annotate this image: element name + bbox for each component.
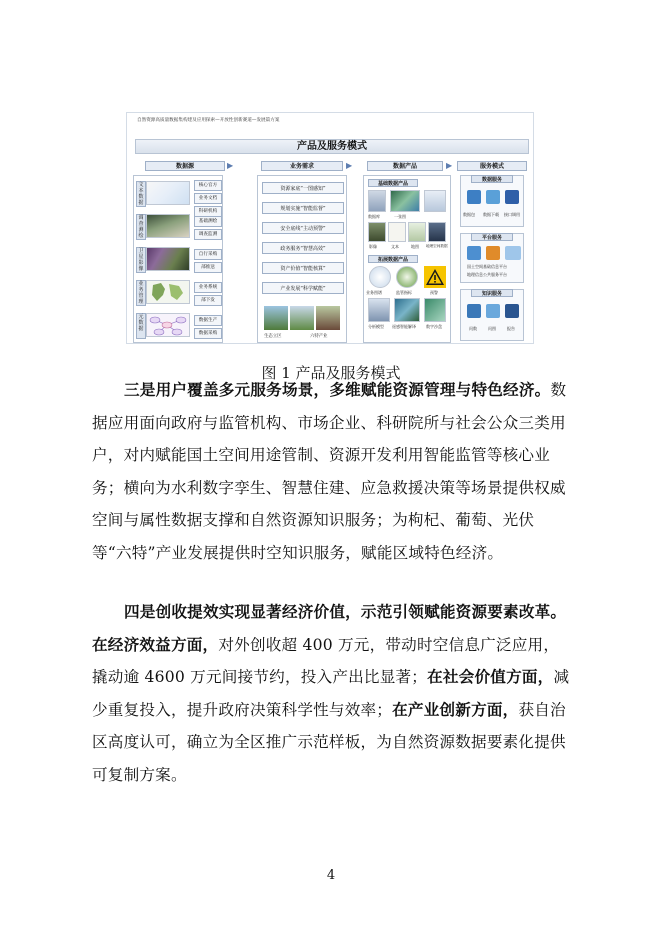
service-caption: 国土空间基础信息平台 bbox=[467, 264, 507, 269]
photo-caption: 生态立区 bbox=[264, 334, 282, 339]
analysis-model-tile bbox=[368, 298, 390, 322]
need-item: 安全底线“主动预警” bbox=[262, 222, 344, 234]
source-tag: 元数据 bbox=[136, 313, 146, 339]
metadata-graph-thumbnail bbox=[146, 313, 190, 337]
service-caption: 问数 bbox=[469, 326, 477, 331]
remote-sensing-tile bbox=[394, 298, 420, 322]
source-label: 部下发 bbox=[194, 295, 222, 306]
product-caption: 数据库 bbox=[368, 214, 380, 219]
paragraph-heading: 三是用户覆盖多元服务场景，多维赋能资源管理与特色经济。 bbox=[124, 380, 551, 399]
puzzle-icon bbox=[486, 246, 500, 260]
service-caption: 数据包 bbox=[463, 212, 475, 217]
product-service-figure bbox=[126, 112, 534, 344]
source-label: 自行采购 bbox=[194, 249, 222, 260]
data-products-panel bbox=[363, 175, 451, 343]
product-caption: 地理空间数据 bbox=[426, 244, 448, 248]
column-head-needs: 业务需求 bbox=[261, 161, 343, 171]
source-row bbox=[134, 211, 222, 242]
column-head-services: 服务模式 bbox=[457, 161, 527, 171]
page-number: 4 bbox=[326, 868, 336, 883]
need-item: 政务服务“智慧高效” bbox=[262, 242, 344, 254]
source-tag: 调查测绘 bbox=[136, 214, 146, 240]
need-item: 资产价值“智能核算” bbox=[262, 262, 344, 274]
document-thumbnail bbox=[146, 181, 190, 205]
source-label: 核心官方 bbox=[194, 180, 222, 191]
product-caption: 分析模型 bbox=[368, 324, 384, 329]
region-map-thumbnail bbox=[146, 280, 190, 304]
source-tag: 文本数据 bbox=[136, 181, 146, 207]
data-service-block bbox=[460, 175, 524, 227]
geospatial-tile bbox=[428, 222, 446, 242]
forest-photo bbox=[290, 306, 314, 330]
warning-icon bbox=[424, 266, 446, 288]
report-icon bbox=[505, 304, 519, 318]
knowledge-service-block bbox=[460, 289, 524, 341]
service-title: 平台服务 bbox=[471, 233, 513, 241]
key-phrase: 在经济效益方面， bbox=[92, 635, 219, 654]
product-caption: 一张图 bbox=[394, 214, 406, 219]
business-graph-icon bbox=[369, 266, 391, 288]
paragraph-value bbox=[92, 596, 570, 791]
product-caption: 数字沙盘 bbox=[426, 324, 442, 329]
source-label: 基础测绘 bbox=[194, 216, 222, 227]
service-modes-panel bbox=[457, 175, 529, 343]
industry-photo bbox=[316, 306, 340, 330]
platform-service-block bbox=[460, 233, 524, 283]
data-sources-panel bbox=[133, 175, 223, 343]
source-tag: 业务管理 bbox=[136, 280, 146, 306]
network-graph-icon bbox=[147, 314, 189, 336]
business-needs-panel bbox=[257, 175, 347, 343]
figure-caption: 图 1 产品及服务模式 bbox=[261, 364, 401, 382]
question-data-icon bbox=[467, 304, 481, 318]
product-caption: 预警 bbox=[430, 290, 438, 295]
source-label: 部推送 bbox=[194, 262, 222, 273]
api-icon bbox=[505, 190, 519, 204]
service-title: 知识服务 bbox=[471, 289, 513, 297]
layer-stack-icon bbox=[424, 190, 446, 212]
question-map-icon bbox=[486, 304, 500, 318]
column-head-products: 数据产品 bbox=[367, 161, 443, 171]
paragraph-text: 减少重复投入，提升政府决策科学性与效率； bbox=[92, 668, 570, 719]
arrow-icon: ▶ bbox=[446, 161, 453, 170]
paragraph-body: 数据应用面向政府与监管机构、市场企业、科研院所与社会公众三类用户，对内赋能国土空间用途管制、资源开发利用智能监管等核心业务；横向为水利数字孪生、智慧住建、应急救援决策等场景提供权威空间与属性数据支撑和自然资源知识服务；为枸杞、葡萄、光伏等“六特”产业发展提供时空知识服务，赋能区域特色经济。 bbox=[92, 381, 567, 562]
source-row bbox=[134, 310, 222, 341]
source-label: 数据采购 bbox=[194, 328, 222, 339]
paragraph-text: 对外创收超 400 万元，带动时空信息广泛应用，撬动逾 4600 万元间接节约，投入产出比显著； bbox=[92, 635, 560, 686]
service-caption: 地理信息公共服务平台 bbox=[467, 272, 507, 277]
satellite-image-thumbnail bbox=[146, 247, 190, 271]
product-caption: 影像 bbox=[369, 244, 377, 249]
product-caption: 地图 bbox=[411, 244, 419, 249]
product-caption: 监管指标 bbox=[396, 290, 412, 295]
column-head-sources: 数据源 bbox=[145, 161, 225, 171]
service-caption: 数据下载 bbox=[483, 212, 499, 217]
saas-icon bbox=[505, 246, 521, 260]
survey-map-thumbnail bbox=[146, 214, 190, 238]
source-label: 业务文档 bbox=[194, 193, 222, 204]
arrow-icon: ▶ bbox=[227, 161, 234, 170]
source-label: 业务系统 bbox=[194, 282, 222, 293]
database-icon bbox=[368, 190, 386, 212]
map-tile bbox=[408, 222, 426, 242]
need-item: 规划实施“智能监督” bbox=[262, 202, 344, 214]
source-row bbox=[134, 178, 222, 214]
product-caption: 业务图谱 bbox=[366, 290, 382, 295]
key-phrase: 在社会价值方面， bbox=[427, 668, 554, 686]
basic-products-title: 基础数据产品 bbox=[368, 179, 418, 187]
need-item: 资源家底“一图感知” bbox=[262, 182, 344, 194]
paragraph-heading: 四是创收提效实现显著经济价值，示范引领赋能资源要素改革。 bbox=[124, 602, 567, 621]
imagery-tile bbox=[368, 222, 386, 242]
extended-products-title: 拓展数据产品 bbox=[368, 255, 418, 263]
service-caption: 报告 bbox=[507, 326, 515, 331]
digital-sandbox-tile bbox=[424, 298, 446, 322]
service-title: 数据服务 bbox=[471, 175, 513, 183]
one-map-tile bbox=[390, 190, 420, 212]
service-caption: 问图 bbox=[488, 326, 496, 331]
key-phrase: 在产业创新方面， bbox=[392, 700, 519, 719]
region-map-icon bbox=[147, 281, 189, 303]
platform-icon bbox=[467, 246, 481, 260]
source-row bbox=[134, 277, 222, 308]
ecology-photo bbox=[264, 306, 288, 330]
source-label: 数据生产 bbox=[194, 315, 222, 326]
product-caption: 文本 bbox=[391, 244, 399, 249]
source-label: 科研机构 bbox=[194, 206, 222, 217]
product-caption: 遥感智能解译 bbox=[392, 324, 416, 329]
data-package-icon bbox=[467, 190, 481, 204]
figure-subtitle: 自然资源高质量数据集构建及应用探索—开放性创新赛道—发展篇方案 bbox=[137, 118, 280, 123]
photo-caption: 六特产业 bbox=[310, 334, 328, 339]
monitor-gauge-icon bbox=[396, 266, 418, 288]
paragraph-text: 获自治区高度认可，确立为全区推广示范样板，为自然资源数据要素化提供可复制方案。 bbox=[92, 700, 566, 784]
source-label: 调查监测 bbox=[194, 229, 222, 240]
service-caption: 接口调用 bbox=[504, 212, 520, 217]
source-row bbox=[134, 244, 222, 275]
download-icon bbox=[486, 190, 500, 204]
paragraph-users bbox=[92, 374, 570, 569]
need-item: 产业发展“科学赋能” bbox=[262, 282, 344, 294]
figure-banner: 产品及服务模式 bbox=[135, 139, 529, 154]
arrow-icon: ▶ bbox=[346, 161, 353, 170]
source-tag: 卫星影像 bbox=[136, 247, 146, 273]
text-tile bbox=[388, 222, 406, 242]
